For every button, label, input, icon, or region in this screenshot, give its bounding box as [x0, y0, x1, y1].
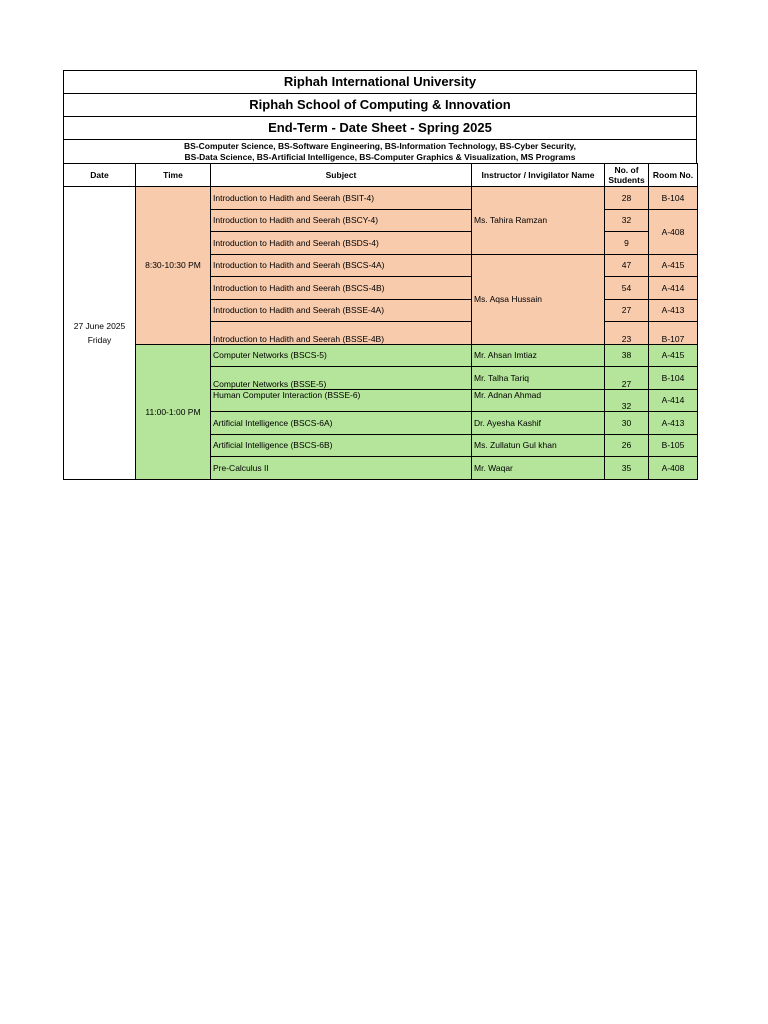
col-room: Room No. — [649, 164, 698, 187]
room-cell: A-414 — [649, 277, 698, 300]
room-cell: A-415 — [649, 344, 698, 367]
programs-list — [63, 139, 697, 163]
students-cell: 32 — [605, 389, 649, 412]
subject-cell: Introduction to Hadith and Seerah (BSIT-4) — [211, 187, 472, 210]
instructor-cell: Mr. Waqar — [472, 457, 605, 480]
col-students-line-1: No. of — [614, 165, 639, 175]
col-date: Date — [64, 164, 136, 187]
room-cell: B-104 — [649, 187, 698, 210]
instructor-cell: Ms. Tahira Ramzan — [472, 187, 605, 255]
instructor-cell: Ms. Aqsa Hussain — [472, 254, 605, 344]
students-cell: 47 — [605, 254, 649, 277]
col-students-line-2: Students — [608, 175, 645, 185]
students-cell: 23 — [605, 322, 649, 345]
room-cell: A-415 — [649, 254, 698, 277]
students-cell: 38 — [605, 344, 649, 367]
date-line-1: 27 June 2025 — [73, 320, 126, 331]
date-sheet — [63, 70, 697, 480]
room-cell: B-104 — [649, 367, 698, 390]
subject-cell: Artificial Intelligence (BSCS-6A) — [211, 412, 472, 435]
col-subject: Subject — [211, 164, 472, 187]
students-cell: 9 — [605, 232, 649, 255]
subject-cell: Introduction to Hadith and Seerah (BSCS-4B) — [211, 277, 472, 300]
students-cell: 32 — [605, 209, 649, 232]
time-slot-2: 11:00-1:00 PM — [136, 344, 211, 479]
students-cell: 35 — [605, 457, 649, 480]
programs-line-1: BS-Computer Science, BS-Software Engineering, BS-Information Technology, BS-Cyber Security, — [183, 141, 576, 151]
room-cell: A-413 — [649, 299, 698, 322]
students-cell: 54 — [605, 277, 649, 300]
instructor-cell: Ms. Zullatun Gul khan — [472, 434, 605, 457]
students-cell: 28 — [605, 187, 649, 210]
room-cell: B-105 — [649, 434, 698, 457]
instructor-cell: Mr. Talha Tariq — [472, 367, 605, 390]
subject-cell: Introduction to Hadith and Seerah (BSSE-4A) — [211, 299, 472, 322]
col-instructor: Instructor / Invigilator Name — [472, 164, 605, 187]
table-header-row — [64, 164, 698, 187]
subject-cell: Human Computer Interaction (BSSE-6) — [211, 389, 472, 412]
subject-cell: Introduction to Hadith and Seerah (BSCY-4) — [211, 209, 472, 232]
room-cell: B-107 — [649, 322, 698, 345]
subject-cell: Pre-Calculus II — [211, 457, 472, 480]
room-cell: A-414 — [649, 389, 698, 412]
students-cell: 27 — [605, 299, 649, 322]
subject-cell: Introduction to Hadith and Seerah (BSDS-4) — [211, 232, 472, 255]
programs-line-2: BS-Data Science, BS-Artificial Intelligence, BS-Computer Graphics & Visualization, MS Programs — [184, 152, 576, 162]
subject-cell: Introduction to Hadith and Seerah (BSSE-4B) — [211, 322, 472, 345]
subject-cell: Introduction to Hadith and Seerah (BSCS-4A) — [211, 254, 472, 277]
date-cell — [64, 187, 136, 480]
university-title: Riphah International University — [63, 70, 697, 93]
room-cell: A-413 — [649, 412, 698, 435]
schedule-table — [63, 163, 698, 480]
school-title: Riphah School of Computing & Innovation — [63, 93, 697, 116]
students-cell: 26 — [605, 434, 649, 457]
room-cell: A-408 — [649, 209, 698, 254]
students-cell: 30 — [605, 412, 649, 435]
instructor-cell: Mr. Ahsan Imtiaz — [472, 344, 605, 367]
subject-cell: Computer Networks (BSSE-5) — [211, 367, 472, 390]
table-row — [64, 344, 698, 367]
date-line-2: Friday — [87, 334, 112, 345]
col-students — [605, 164, 649, 187]
instructor-cell: Dr. Ayesha Kashif — [472, 412, 605, 435]
subject-cell: Computer Networks (BSCS-5) — [211, 344, 472, 367]
time-slot-1: 8:30-10:30 PM — [136, 187, 211, 345]
subject-cell: Artificial Intelligence (BSCS-6B) — [211, 434, 472, 457]
room-cell: A-408 — [649, 457, 698, 480]
instructor-cell: Mr. Adnan Ahmad — [472, 389, 605, 412]
students-cell: 27 — [605, 367, 649, 390]
col-time: Time — [136, 164, 211, 187]
table-row — [64, 187, 698, 210]
sheet-title: End-Term - Date Sheet - Spring 2025 — [63, 116, 697, 139]
